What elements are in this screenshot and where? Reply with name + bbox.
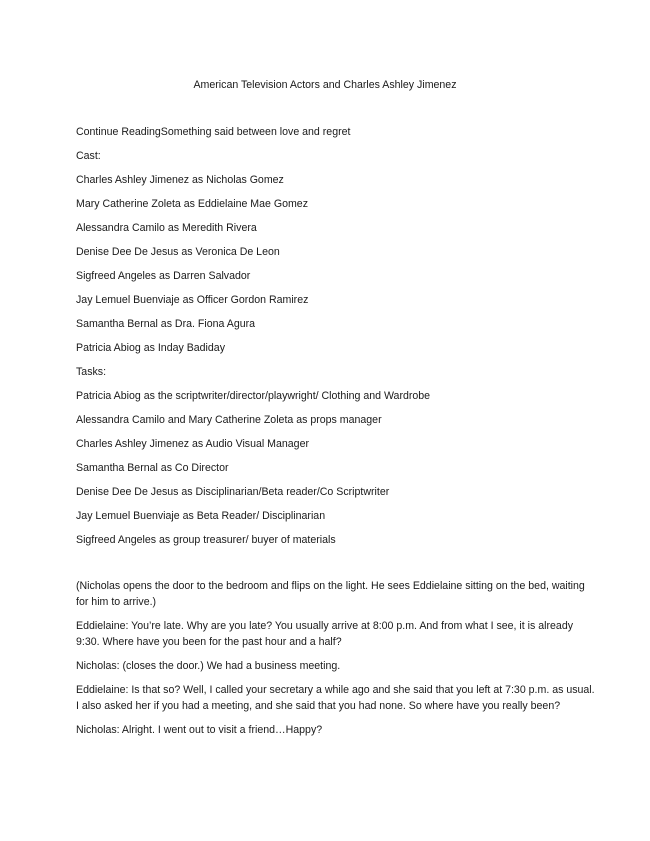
script-paragraph: Eddielaine: Is that so? Well, I called your secretary a while ago and she said that you left at 7:30 p.m. as usual. I also asked her if you had a meeting, and she said that you had none. So where have you really been? [76, 684, 595, 712]
section-gap [76, 556, 596, 578]
task-item: Jay Lemuel Buenviaje as Beta Reader/ Disciplinarian [76, 510, 326, 522]
tasks-label: Tasks: [76, 366, 107, 378]
cast-item: Charles Ashley Jimenez as Nicholas Gomez [76, 174, 284, 186]
script-paragraph: Eddielaine: You’re late. Why are you late? You usually arrive at 8:00 p.m. And from what I see, it is already 9:30. Where have you been for the past hour and a half? [76, 620, 574, 648]
cast-item: Sigfreed Angeles as Darren Salvador [76, 270, 251, 282]
cast-item: Alessandra Camilo as Meredith Rivera [76, 222, 257, 234]
cast-item: Denise Dee De Jesus as Veronica De Leon [76, 246, 280, 258]
document-body [76, 124, 596, 746]
task-item: Samantha Bernal as Co Director [76, 462, 229, 474]
document-title: American Television Actors and Charles Ashley Jimenez [193, 79, 457, 91]
script-paragraph: Nicholas: Alright. I went out to visit a friend…Happy? [76, 724, 323, 736]
task-item: Sigfreed Angeles as group treasurer/ buyer of materials [76, 534, 336, 546]
intro-line: Continue ReadingSomething said between love and regret [76, 126, 351, 138]
task-item: Denise Dee De Jesus as Disciplinarian/Beta reader/Co Scriptwriter [76, 486, 390, 498]
cast-item: Mary Catherine Zoleta as Eddielaine Mae Gomez [76, 198, 308, 210]
script-paragraph: (Nicholas opens the door to the bedroom and flips on the light. He sees Eddielaine sitting on the bed, waiting for him to arrive.) [76, 580, 585, 608]
cast-label: Cast: [76, 150, 101, 162]
task-item: Alessandra Camilo and Mary Catherine Zoleta as props manager [76, 414, 382, 426]
cast-item: Patricia Abiog as Inday Badiday [76, 342, 225, 354]
task-item: Charles Ashley Jimenez as Audio Visual Manager [76, 438, 309, 450]
script-paragraph: Nicholas: (closes the door.) We had a business meeting. [76, 660, 341, 672]
cast-item: Jay Lemuel Buenviaje as Officer Gordon Ramirez [76, 294, 309, 306]
cast-item: Samantha Bernal as Dra. Fiona Agura [76, 318, 256, 330]
task-item: Patricia Abiog as the scriptwriter/director/playwright/ Clothing and Wardrobe [76, 390, 431, 402]
